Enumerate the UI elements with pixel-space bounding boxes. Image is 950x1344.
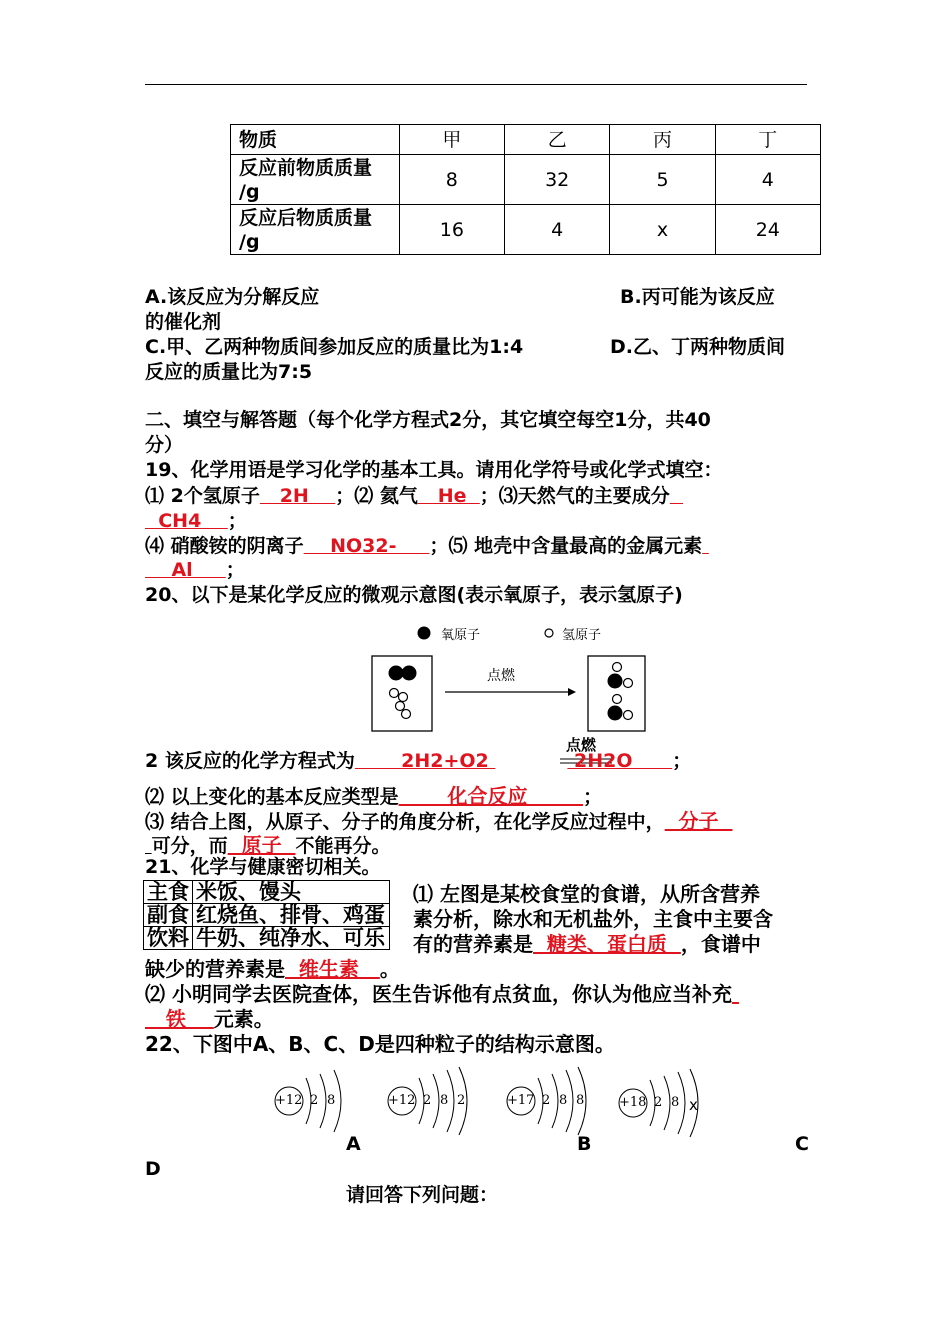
answer-blank bbox=[670, 485, 683, 507]
answer-blank: 2H bbox=[259, 485, 336, 507]
particle-label-d: D bbox=[145, 1158, 161, 1180]
q21-p2: ⑵ 小明同学去医院查体，医生告诉他有点贫血，你认为他应当补充 bbox=[145, 982, 739, 1006]
shell-count: x bbox=[689, 1096, 698, 1114]
table-header-cell: 乙 bbox=[505, 125, 610, 155]
shell-count: 2 bbox=[457, 1093, 466, 1108]
shell-count: 2 bbox=[310, 1093, 319, 1108]
q20-stem: 20、以下是某化学反应的微观示意图(表示氧原子，表示氢原子) bbox=[145, 584, 683, 606]
option-c: C.甲、乙两种物质间参加反应的质量比为1:4 bbox=[145, 336, 524, 358]
section-title: 二、填空与解答题（每个化学方程式2分，其它填空每空1分，共40 bbox=[145, 409, 711, 431]
nucleus-label: +18 bbox=[619, 1095, 647, 1110]
table-row bbox=[144, 881, 390, 904]
q22-stem: 22、下图中A、B、C、D是四种粒子的结构示意图。 bbox=[145, 1032, 615, 1056]
q22-prompt: 请回答下列问题： bbox=[346, 1184, 499, 1206]
shell-count: 8 bbox=[440, 1093, 449, 1108]
q21-p1-line2: 素分析，除水和无机盐外，主食中主要含 bbox=[413, 907, 773, 931]
table-header-cell: 物质 bbox=[231, 125, 400, 155]
nucleus-label: +12 bbox=[275, 1093, 303, 1108]
table-header-cell: 甲 bbox=[399, 125, 504, 155]
product-box bbox=[588, 656, 645, 731]
answer-blank: 2H2+O2 bbox=[354, 750, 496, 772]
q21-p1-line1: ⑴ 左图是某校食堂的食谱，从所含营养 bbox=[413, 882, 760, 906]
particle-label-c: C bbox=[795, 1133, 809, 1155]
hydrogen-atom-icon bbox=[624, 711, 633, 720]
menu-value: 红烧鱼、排骨、鸡蛋 bbox=[193, 904, 390, 927]
shell-count: 2 bbox=[542, 1093, 551, 1108]
menu-key: 副食 bbox=[144, 904, 193, 927]
option-d: D.乙、丁两种物质间 bbox=[610, 336, 785, 358]
answer-blank: 维生素 bbox=[285, 957, 380, 981]
q21-p1-line3: 有的营养素是 糖类、蛋白质 ，食谱中 bbox=[413, 932, 761, 956]
hydrogen-atom-icon bbox=[399, 693, 408, 702]
nucleus-label: +12 bbox=[388, 1093, 416, 1108]
table-cell: 4 bbox=[715, 155, 820, 205]
oxygen-atom-icon bbox=[418, 627, 431, 640]
oxygen-atom-icon bbox=[402, 666, 417, 681]
section-title-cont: 分） bbox=[145, 434, 184, 456]
menu-value: 米饭、馒头 bbox=[193, 881, 390, 904]
oxygen-atom-icon bbox=[608, 706, 623, 721]
equation-condition: 点燃 bbox=[566, 736, 597, 754]
shell-count: 8 bbox=[327, 1093, 336, 1108]
row-label: 反应前物质质量 /g bbox=[231, 155, 400, 205]
arrow-label: 点燃 bbox=[487, 668, 515, 684]
q19-line3: ⑷ 硝酸铵的阴离子 NO32- ；⑸ 地壳中含量最高的金属元素 bbox=[145, 534, 709, 558]
header-rule bbox=[145, 84, 807, 85]
menu-key: 主食 bbox=[144, 881, 193, 904]
shell-arc bbox=[552, 1074, 558, 1128]
oxygen-atom-icon bbox=[608, 674, 623, 689]
answer-blank: 铁 bbox=[145, 1007, 214, 1031]
reactant-box bbox=[372, 656, 432, 731]
q19-line4: Al ； bbox=[145, 559, 245, 581]
option-d-cont: 反应的质量比为7:5 bbox=[145, 361, 313, 383]
table-header-cell: 丙 bbox=[610, 125, 715, 155]
menu-key: 饮料 bbox=[144, 927, 193, 950]
table-row bbox=[144, 904, 390, 927]
answer-blank: 原子 bbox=[227, 833, 296, 857]
shell-arc bbox=[433, 1074, 439, 1128]
shell-count: 2 bbox=[654, 1095, 663, 1110]
menu-value: 牛奶、纯净水、可乐 bbox=[193, 927, 390, 950]
answer-blank bbox=[702, 535, 709, 557]
q19-line2: CH4 ； bbox=[145, 510, 247, 532]
answer-blank: CH4 bbox=[145, 510, 228, 532]
shell-count: 2 bbox=[423, 1093, 432, 1108]
answer-blank: 分子 bbox=[664, 809, 733, 833]
answer-blank: 化合反应 bbox=[398, 784, 584, 808]
hydrogen-atom-icon bbox=[624, 679, 633, 688]
option-b: B.丙可能为该反应 bbox=[620, 286, 775, 308]
particle-label-b: B bbox=[577, 1133, 592, 1155]
shell-count: 8 bbox=[671, 1095, 680, 1110]
legend-oxygen-label: 氧原子 bbox=[441, 628, 481, 643]
row-label: 反应后物质质量 /g bbox=[231, 205, 400, 255]
hydrogen-atom-icon bbox=[390, 689, 399, 698]
answer-blank: 2H2O bbox=[567, 750, 673, 772]
option-a: A.该反应为分解反应 bbox=[145, 286, 320, 308]
answer-blank bbox=[732, 982, 739, 1006]
particle-label-a: A bbox=[346, 1133, 361, 1155]
table-cell: 24 bbox=[715, 205, 820, 255]
q20-part2: ⑵ 以上变化的基本反应类型是 化合反应 ； bbox=[145, 784, 603, 808]
q19-stem: 19、化学用语是学习化学的基本工具。请用化学符号或化学式填空： bbox=[145, 459, 723, 481]
hydrogen-atom-icon bbox=[613, 695, 622, 704]
oxygen-atom-icon bbox=[389, 666, 404, 681]
legend-hydrogen-label: 氢原子 bbox=[562, 628, 602, 643]
shell-count: 8 bbox=[576, 1093, 585, 1108]
table-cell: 5 bbox=[610, 155, 715, 205]
hydrogen-atom-icon bbox=[402, 710, 411, 719]
q19-line1: ⑴ 2个氢原子 2H ；⑵ 氦气 He ；⑶天然气的主要成分 bbox=[145, 484, 683, 508]
table-cell: 8 bbox=[399, 155, 504, 205]
table-row bbox=[231, 205, 821, 255]
hydrogen-atom-icon bbox=[545, 629, 553, 637]
answer-blank: NO32- bbox=[303, 535, 430, 557]
answer-blank: He bbox=[417, 485, 480, 507]
menu-table bbox=[143, 880, 390, 950]
table-cell: x bbox=[610, 205, 715, 255]
shell-arc bbox=[664, 1076, 670, 1130]
table-row bbox=[144, 927, 390, 950]
answer-blank: Al bbox=[145, 559, 226, 581]
option-b-cont: 的催化剂 bbox=[145, 311, 222, 333]
shell-arc bbox=[320, 1074, 326, 1128]
q21-p1-line4: 缺少的营养素是 维生素 。 bbox=[145, 957, 400, 981]
table-row bbox=[231, 125, 821, 155]
table-cell: 4 bbox=[505, 205, 610, 255]
shell-count: 8 bbox=[559, 1093, 568, 1108]
table-row bbox=[231, 155, 821, 205]
hydrogen-atom-icon bbox=[613, 663, 622, 672]
table-cell: 16 bbox=[399, 205, 504, 255]
nucleus-label: +17 bbox=[507, 1093, 535, 1108]
q20-part3: ⑶ 结合上图，从原子、分子的角度分析，在化学反应过程中， 分子 bbox=[145, 809, 733, 833]
q21-p2-cont: 铁 元素。 bbox=[145, 1007, 274, 1031]
q20-part3-cont: 可分，而 原子 不能再分。 bbox=[151, 833, 391, 857]
mass-table bbox=[230, 124, 821, 255]
table-cell: 32 bbox=[505, 155, 610, 205]
answer-blank: 糖类、蛋白质 bbox=[533, 932, 681, 956]
table-header-cell: 丁 bbox=[715, 125, 820, 155]
hydrogen-atom-icon bbox=[396, 702, 405, 711]
arrow-head-icon bbox=[568, 688, 576, 696]
q20-equation: 2 该反应的化学方程式为 2H2+O2 2H2O ； bbox=[145, 750, 692, 772]
q21-stem: 21、化学与健康密切相关。 bbox=[145, 856, 381, 878]
